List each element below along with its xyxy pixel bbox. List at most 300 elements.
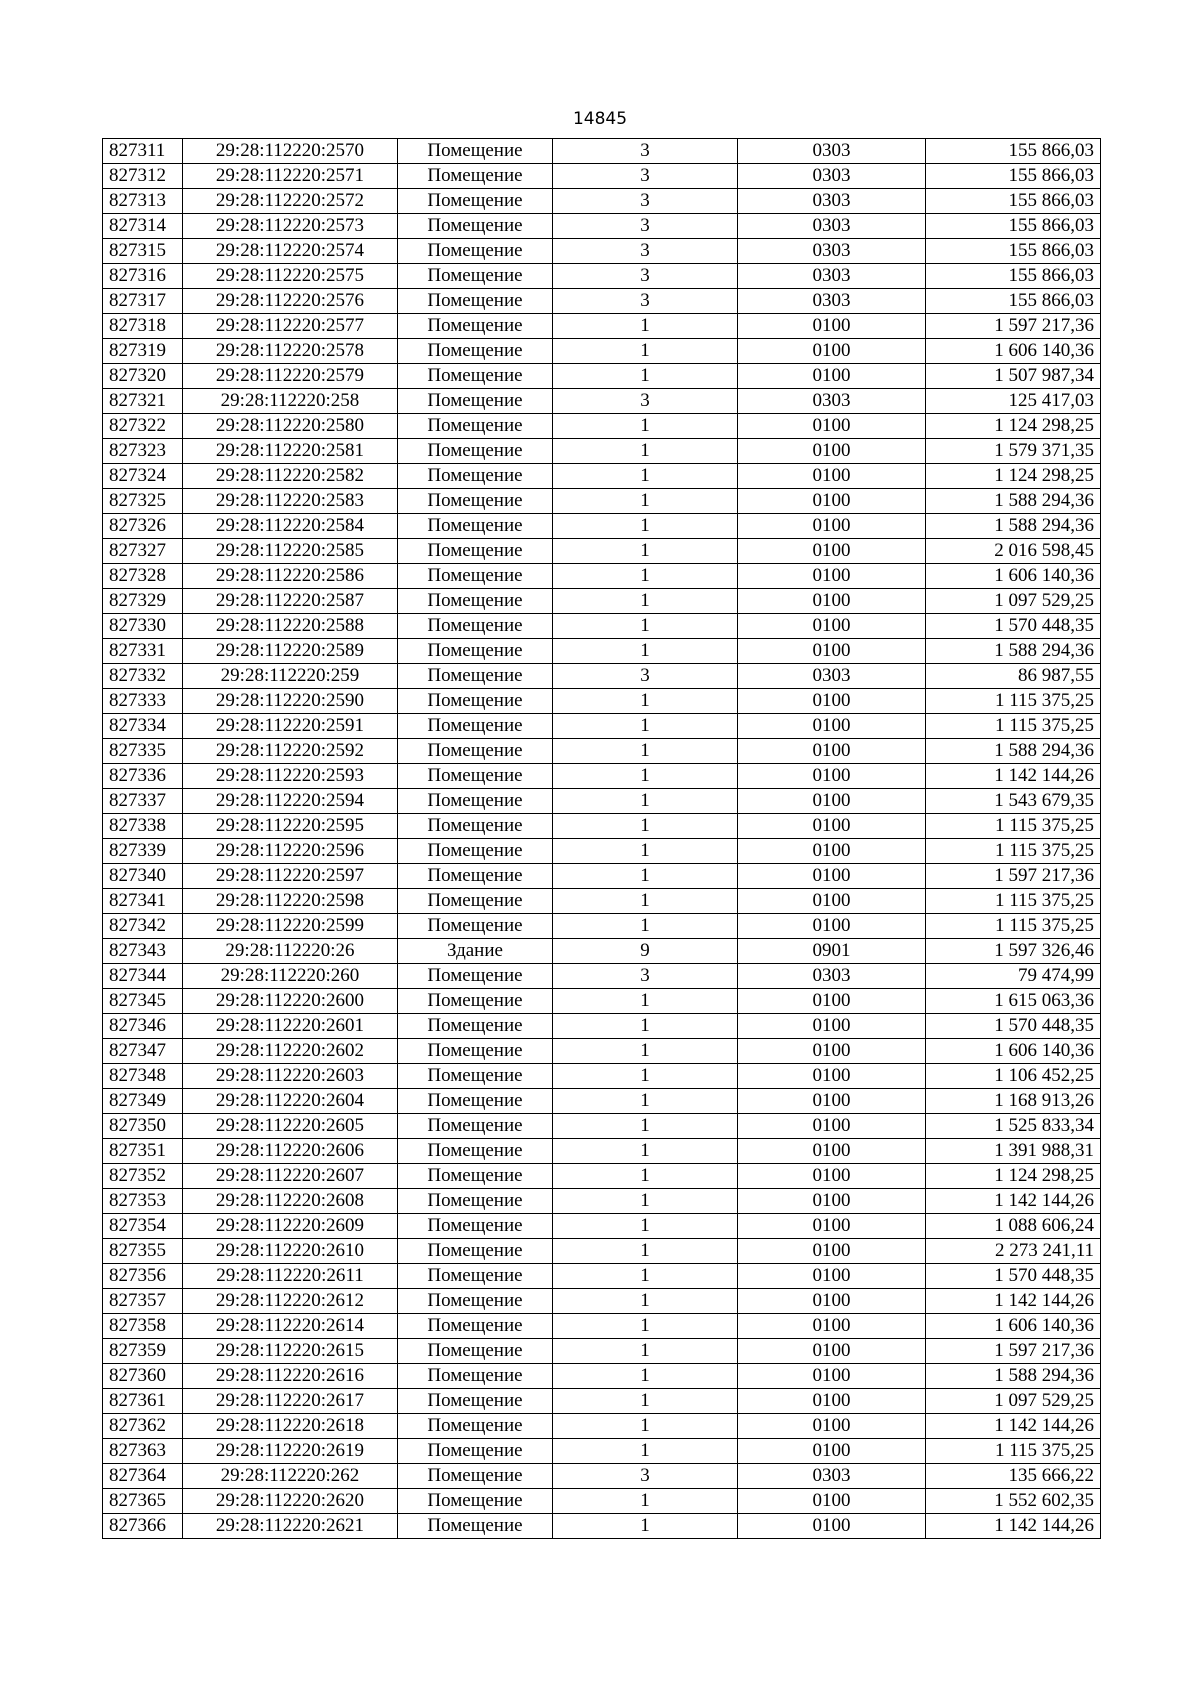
group-cell: 3 — [553, 139, 738, 164]
cadastral-value-cell: 1 597 217,36 — [926, 864, 1101, 889]
cadastral-value-cell: 1 097 529,25 — [926, 589, 1101, 614]
cadastral-value-cell: 1 606 140,36 — [926, 564, 1101, 589]
cadastral-number-cell: 29:28:112220:2619 — [183, 1439, 398, 1464]
object-type-cell: Помещение — [398, 564, 553, 589]
cadastral-number-cell: 29:28:112220:2621 — [183, 1514, 398, 1539]
row-number-cell: 827362 — [103, 1414, 183, 1439]
cadastral-number-cell: 29:28:112220:2578 — [183, 339, 398, 364]
cadastral-value-cell: 1 552 602,35 — [926, 1489, 1101, 1514]
group-cell: 1 — [553, 1039, 738, 1064]
object-type-cell: Помещение — [398, 1389, 553, 1414]
group-cell: 1 — [553, 464, 738, 489]
code-cell: 0100 — [738, 1389, 926, 1414]
code-cell: 0303 — [738, 1464, 926, 1489]
object-type-cell: Помещение — [398, 739, 553, 764]
object-type-cell: Помещение — [398, 1439, 553, 1464]
cadastral-number-cell: 29:28:112220:2576 — [183, 289, 398, 314]
cadastral-value-cell: 1 606 140,36 — [926, 339, 1101, 364]
code-cell: 0303 — [738, 239, 926, 264]
object-type-cell: Помещение — [398, 514, 553, 539]
row-number-cell: 827331 — [103, 639, 183, 664]
cadastral-value-cell: 1 570 448,35 — [926, 614, 1101, 639]
cadastral-number-cell: 29:28:112220:2575 — [183, 264, 398, 289]
cadastral-number-cell: 29:28:112220:2587 — [183, 589, 398, 614]
table-row — [103, 839, 1101, 864]
row-number-cell: 827343 — [103, 939, 183, 964]
row-number-cell: 827333 — [103, 689, 183, 714]
cadastral-value-cell: 1 615 063,36 — [926, 989, 1101, 1014]
group-cell: 1 — [553, 764, 738, 789]
code-cell: 0100 — [738, 539, 926, 564]
group-cell: 1 — [553, 539, 738, 564]
object-type-cell: Помещение — [398, 1014, 553, 1039]
code-cell: 0100 — [738, 464, 926, 489]
group-cell: 1 — [553, 439, 738, 464]
object-type-cell: Помещение — [398, 339, 553, 364]
object-type-cell: Помещение — [398, 1139, 553, 1164]
table-row — [103, 139, 1101, 164]
table-row — [103, 489, 1101, 514]
cadastral-number-cell: 29:28:112220:2595 — [183, 814, 398, 839]
code-cell: 0303 — [738, 664, 926, 689]
row-number-cell: 827334 — [103, 714, 183, 739]
object-type-cell: Помещение — [398, 389, 553, 414]
table-row — [103, 1164, 1101, 1189]
code-cell: 0303 — [738, 389, 926, 414]
object-type-cell: Помещение — [398, 964, 553, 989]
code-cell: 0100 — [738, 914, 926, 939]
cadastral-number-cell: 29:28:112220:260 — [183, 964, 398, 989]
cadastral-number-cell: 29:28:112220:2570 — [183, 139, 398, 164]
object-type-cell: Помещение — [398, 814, 553, 839]
table-row — [103, 189, 1101, 214]
cadastral-value-cell: 1 507 987,34 — [926, 364, 1101, 389]
cadastral-value-cell: 1 124 298,25 — [926, 464, 1101, 489]
code-cell: 0100 — [738, 1039, 926, 1064]
code-cell: 0100 — [738, 314, 926, 339]
cadastral-number-cell: 29:28:112220:2620 — [183, 1489, 398, 1514]
table-row — [103, 1264, 1101, 1289]
group-cell: 1 — [553, 639, 738, 664]
code-cell: 0100 — [738, 1114, 926, 1139]
code-cell: 0303 — [738, 964, 926, 989]
table-row — [103, 814, 1101, 839]
code-cell: 0100 — [738, 1214, 926, 1239]
code-cell: 0100 — [738, 1489, 926, 1514]
group-cell: 1 — [553, 689, 738, 714]
group-cell: 1 — [553, 314, 738, 339]
cadastral-value-cell: 1 142 144,26 — [926, 1289, 1101, 1314]
cadastral-number-cell: 29:28:112220:2605 — [183, 1114, 398, 1139]
table-row — [103, 989, 1101, 1014]
row-number-cell: 827361 — [103, 1389, 183, 1414]
object-type-cell: Помещение — [398, 839, 553, 864]
row-number-cell: 827365 — [103, 1489, 183, 1514]
object-type-cell: Помещение — [398, 889, 553, 914]
object-type-cell: Помещение — [398, 264, 553, 289]
table-row — [103, 739, 1101, 764]
group-cell: 1 — [553, 1114, 738, 1139]
group-cell: 1 — [553, 1014, 738, 1039]
row-number-cell: 827313 — [103, 189, 183, 214]
object-type-cell: Помещение — [398, 364, 553, 389]
object-type-cell: Помещение — [398, 1039, 553, 1064]
cadastral-value-cell: 1 124 298,25 — [926, 414, 1101, 439]
cadastral-value-cell: 1 588 294,36 — [926, 489, 1101, 514]
code-cell: 0100 — [738, 1089, 926, 1114]
row-number-cell: 827339 — [103, 839, 183, 864]
group-cell: 1 — [553, 1364, 738, 1389]
cadastral-number-cell: 29:28:112220:2579 — [183, 364, 398, 389]
table-row — [103, 589, 1101, 614]
row-number-cell: 827329 — [103, 589, 183, 614]
cadastral-value-cell: 1 115 375,25 — [926, 914, 1101, 939]
cadastral-value-cell: 2 016 598,45 — [926, 539, 1101, 564]
row-number-cell: 827317 — [103, 289, 183, 314]
code-cell: 0100 — [738, 514, 926, 539]
cadastral-value-cell: 1 115 375,25 — [926, 1439, 1101, 1464]
object-type-cell: Помещение — [398, 989, 553, 1014]
cadastral-value-cell: 155 866,03 — [926, 289, 1101, 314]
row-number-cell: 827342 — [103, 914, 183, 939]
table-row — [103, 864, 1101, 889]
cadastral-value-cell: 155 866,03 — [926, 239, 1101, 264]
row-number-cell: 827341 — [103, 889, 183, 914]
cadastral-value-cell: 155 866,03 — [926, 139, 1101, 164]
group-cell: 1 — [553, 1164, 738, 1189]
group-cell: 1 — [553, 814, 738, 839]
table-row — [103, 689, 1101, 714]
code-cell: 0100 — [738, 789, 926, 814]
row-number-cell: 827354 — [103, 1214, 183, 1239]
cadastral-value-cell: 1 606 140,36 — [926, 1039, 1101, 1064]
object-type-cell: Помещение — [398, 864, 553, 889]
group-cell: 1 — [553, 839, 738, 864]
code-cell: 0100 — [738, 1339, 926, 1364]
row-number-cell: 827360 — [103, 1364, 183, 1389]
group-cell: 1 — [553, 1189, 738, 1214]
code-cell: 0100 — [738, 1014, 926, 1039]
row-number-cell: 827359 — [103, 1339, 183, 1364]
code-cell: 0303 — [738, 214, 926, 239]
code-cell: 0100 — [738, 1164, 926, 1189]
row-number-cell: 827340 — [103, 864, 183, 889]
group-cell: 1 — [553, 1089, 738, 1114]
cadastral-value-cell: 125 417,03 — [926, 389, 1101, 414]
code-cell: 0303 — [738, 164, 926, 189]
cadastral-value-cell: 1 115 375,25 — [926, 889, 1101, 914]
cadastral-number-cell: 29:28:112220:2599 — [183, 914, 398, 939]
table-row — [103, 939, 1101, 964]
group-cell: 3 — [553, 189, 738, 214]
code-cell: 0100 — [738, 614, 926, 639]
page-number: 14845 — [572, 109, 628, 129]
row-number-cell: 827355 — [103, 1239, 183, 1264]
object-type-cell: Помещение — [398, 239, 553, 264]
table-row — [103, 1014, 1101, 1039]
cadastral-number-cell: 29:28:112220:2611 — [183, 1264, 398, 1289]
cadastral-value-cell: 1 115 375,25 — [926, 714, 1101, 739]
object-type-cell: Помещение — [398, 1339, 553, 1364]
group-cell: 1 — [553, 339, 738, 364]
row-number-cell: 827327 — [103, 539, 183, 564]
cadastral-value-cell: 1 543 679,35 — [926, 789, 1101, 814]
code-cell: 0100 — [738, 439, 926, 464]
table-row — [103, 1089, 1101, 1114]
object-type-cell: Помещение — [398, 1314, 553, 1339]
code-cell: 0100 — [738, 739, 926, 764]
object-type-cell: Помещение — [398, 1414, 553, 1439]
cadastral-value-cell: 79 474,99 — [926, 964, 1101, 989]
table-row — [103, 1489, 1101, 1514]
row-number-cell: 827344 — [103, 964, 183, 989]
code-cell: 0100 — [738, 714, 926, 739]
object-type-cell: Помещение — [398, 439, 553, 464]
object-type-cell: Помещение — [398, 289, 553, 314]
group-cell: 1 — [553, 414, 738, 439]
cadastral-value-cell: 86 987,55 — [926, 664, 1101, 689]
cadastral-value-cell: 1 142 144,26 — [926, 1189, 1101, 1214]
code-cell: 0303 — [738, 189, 926, 214]
code-cell: 0100 — [738, 989, 926, 1014]
cadastral-value-cell: 1 570 448,35 — [926, 1264, 1101, 1289]
group-cell: 1 — [553, 1139, 738, 1164]
cadastral-number-cell: 29:28:112220:2574 — [183, 239, 398, 264]
group-cell: 1 — [553, 1064, 738, 1089]
object-type-cell: Помещение — [398, 664, 553, 689]
code-cell: 0100 — [738, 1289, 926, 1314]
cadastral-number-cell: 29:28:112220:2603 — [183, 1064, 398, 1089]
code-cell: 0100 — [738, 689, 926, 714]
code-cell: 0100 — [738, 1314, 926, 1339]
object-type-cell: Помещение — [398, 614, 553, 639]
object-type-cell: Помещение — [398, 314, 553, 339]
cadastral-value-cell: 1 606 140,36 — [926, 1314, 1101, 1339]
row-number-cell: 827312 — [103, 164, 183, 189]
code-cell: 0100 — [738, 839, 926, 864]
cadastral-value-cell: 1 168 913,26 — [926, 1089, 1101, 1114]
group-cell: 3 — [553, 239, 738, 264]
object-type-cell: Помещение — [398, 1064, 553, 1089]
object-type-cell: Помещение — [398, 639, 553, 664]
row-number-cell: 827345 — [103, 989, 183, 1014]
cadastral-value-table — [102, 138, 1101, 1539]
table-row — [103, 1464, 1101, 1489]
row-number-cell: 827338 — [103, 814, 183, 839]
group-cell: 1 — [553, 1314, 738, 1339]
group-cell: 1 — [553, 989, 738, 1014]
table-row — [103, 1039, 1101, 1064]
group-cell: 1 — [553, 1514, 738, 1539]
group-cell: 1 — [553, 714, 738, 739]
object-type-cell: Помещение — [398, 414, 553, 439]
group-cell: 1 — [553, 1264, 738, 1289]
row-number-cell: 827337 — [103, 789, 183, 814]
code-cell: 0100 — [738, 1514, 926, 1539]
cadastral-number-cell: 29:28:112220:2604 — [183, 1089, 398, 1114]
row-number-cell: 827323 — [103, 439, 183, 464]
cadastral-number-cell: 29:28:112220:2608 — [183, 1189, 398, 1214]
object-type-cell: Помещение — [398, 764, 553, 789]
code-cell: 0100 — [738, 1064, 926, 1089]
row-number-cell: 827328 — [103, 564, 183, 589]
cadastral-value-cell: 1 097 529,25 — [926, 1389, 1101, 1414]
cadastral-number-cell: 29:28:112220:2592 — [183, 739, 398, 764]
table-row — [103, 539, 1101, 564]
cadastral-number-cell: 29:28:112220:2582 — [183, 464, 398, 489]
table-row — [103, 214, 1101, 239]
object-type-cell: Помещение — [398, 789, 553, 814]
cadastral-number-cell: 29:28:112220:2602 — [183, 1039, 398, 1064]
row-number-cell: 827356 — [103, 1264, 183, 1289]
table-row — [103, 964, 1101, 989]
table-row — [103, 1389, 1101, 1414]
table-row — [103, 1289, 1101, 1314]
cadastral-value-cell: 155 866,03 — [926, 164, 1101, 189]
table-body — [103, 139, 1101, 1539]
cadastral-number-cell: 29:28:112220:2584 — [183, 514, 398, 539]
group-cell: 1 — [553, 914, 738, 939]
cadastral-number-cell: 29:28:112220:2596 — [183, 839, 398, 864]
code-cell: 0100 — [738, 639, 926, 664]
group-cell: 1 — [553, 789, 738, 814]
cadastral-number-cell: 29:28:112220:2581 — [183, 439, 398, 464]
object-type-cell: Помещение — [398, 1239, 553, 1264]
group-cell: 1 — [553, 1389, 738, 1414]
cadastral-number-cell: 29:28:112220:2588 — [183, 614, 398, 639]
group-cell: 9 — [553, 939, 738, 964]
cadastral-value-cell: 155 866,03 — [926, 264, 1101, 289]
row-number-cell: 827330 — [103, 614, 183, 639]
group-cell: 3 — [553, 214, 738, 239]
object-type-cell: Помещение — [398, 1114, 553, 1139]
cadastral-number-cell: 29:28:112220:258 — [183, 389, 398, 414]
row-number-cell: 827351 — [103, 1139, 183, 1164]
object-type-cell: Помещение — [398, 489, 553, 514]
row-number-cell: 827348 — [103, 1064, 183, 1089]
row-number-cell: 827318 — [103, 314, 183, 339]
object-type-cell: Помещение — [398, 1464, 553, 1489]
group-cell: 1 — [553, 739, 738, 764]
row-number-cell: 827357 — [103, 1289, 183, 1314]
cadastral-number-cell: 29:28:112220:2598 — [183, 889, 398, 914]
cadastral-value-cell: 1 579 371,35 — [926, 439, 1101, 464]
cadastral-value-cell: 1 142 144,26 — [926, 764, 1101, 789]
table-row — [103, 714, 1101, 739]
table-row — [103, 1339, 1101, 1364]
cadastral-number-cell: 29:28:112220:2609 — [183, 1214, 398, 1239]
group-cell: 3 — [553, 164, 738, 189]
table-row — [103, 1239, 1101, 1264]
row-number-cell: 827324 — [103, 464, 183, 489]
cadastral-value-cell: 155 866,03 — [926, 189, 1101, 214]
row-number-cell: 827358 — [103, 1314, 183, 1339]
group-cell: 1 — [553, 489, 738, 514]
group-cell: 3 — [553, 664, 738, 689]
cadastral-number-cell: 29:28:112220:2617 — [183, 1389, 398, 1414]
cadastral-value-cell: 1 588 294,36 — [926, 739, 1101, 764]
code-cell: 0303 — [738, 139, 926, 164]
object-type-cell: Помещение — [398, 1264, 553, 1289]
table-row — [103, 514, 1101, 539]
group-cell: 3 — [553, 264, 738, 289]
code-cell: 0100 — [738, 589, 926, 614]
code-cell: 0303 — [738, 264, 926, 289]
group-cell: 1 — [553, 889, 738, 914]
cadastral-value-cell: 1 115 375,25 — [926, 814, 1101, 839]
code-cell: 0100 — [738, 1414, 926, 1439]
row-number-cell: 827336 — [103, 764, 183, 789]
object-type-cell: Помещение — [398, 1489, 553, 1514]
object-type-cell: Помещение — [398, 1214, 553, 1239]
code-cell: 0100 — [738, 1364, 926, 1389]
group-cell: 1 — [553, 1339, 738, 1364]
table-row — [103, 889, 1101, 914]
group-cell: 1 — [553, 589, 738, 614]
code-cell: 0100 — [738, 764, 926, 789]
code-cell: 0100 — [738, 364, 926, 389]
table-row — [103, 239, 1101, 264]
group-cell: 3 — [553, 289, 738, 314]
row-number-cell: 827364 — [103, 1464, 183, 1489]
group-cell: 1 — [553, 564, 738, 589]
code-cell: 0901 — [738, 939, 926, 964]
row-number-cell: 827311 — [103, 139, 183, 164]
code-cell: 0100 — [738, 1264, 926, 1289]
table-row — [103, 1439, 1101, 1464]
cadastral-value-cell: 1 115 375,25 — [926, 839, 1101, 864]
group-cell: 1 — [553, 864, 738, 889]
row-number-cell: 827320 — [103, 364, 183, 389]
row-number-cell: 827326 — [103, 514, 183, 539]
row-number-cell: 827319 — [103, 339, 183, 364]
cadastral-number-cell: 29:28:112220:2589 — [183, 639, 398, 664]
group-cell: 1 — [553, 1214, 738, 1239]
object-type-cell: Помещение — [398, 1189, 553, 1214]
code-cell: 0100 — [738, 864, 926, 889]
object-type-cell: Помещение — [398, 1289, 553, 1314]
object-type-cell: Помещение — [398, 539, 553, 564]
table-row — [103, 1064, 1101, 1089]
table-row — [103, 389, 1101, 414]
cadastral-number-cell: 29:28:112220:26 — [183, 939, 398, 964]
row-number-cell: 827315 — [103, 239, 183, 264]
group-cell: 3 — [553, 964, 738, 989]
cadastral-value-cell: 1 106 452,25 — [926, 1064, 1101, 1089]
object-type-cell: Помещение — [398, 589, 553, 614]
cadastral-number-cell: 29:28:112220:2580 — [183, 414, 398, 439]
cadastral-number-cell: 29:28:112220:2577 — [183, 314, 398, 339]
cadastral-value-cell: 2 273 241,11 — [926, 1239, 1101, 1264]
table-row — [103, 289, 1101, 314]
table-row — [103, 439, 1101, 464]
object-type-cell: Помещение — [398, 139, 553, 164]
table-row — [103, 639, 1101, 664]
row-number-cell: 827366 — [103, 1514, 183, 1539]
object-type-cell: Помещение — [398, 214, 553, 239]
table-row — [103, 1214, 1101, 1239]
cadastral-value-cell: 1 588 294,36 — [926, 639, 1101, 664]
object-type-cell: Помещение — [398, 189, 553, 214]
group-cell: 1 — [553, 614, 738, 639]
table-row — [103, 789, 1101, 814]
cadastral-value-cell: 1 391 988,31 — [926, 1139, 1101, 1164]
object-type-cell: Помещение — [398, 1089, 553, 1114]
cadastral-number-cell: 29:28:112220:2585 — [183, 539, 398, 564]
group-cell: 1 — [553, 1489, 738, 1514]
table-row — [103, 1364, 1101, 1389]
table-row — [103, 1189, 1101, 1214]
